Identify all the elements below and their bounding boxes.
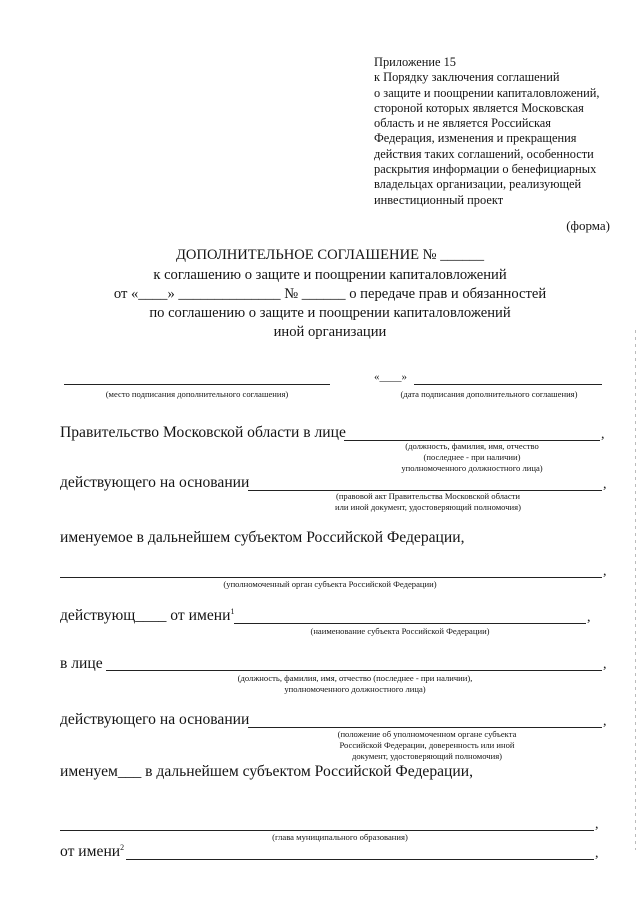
government-label: Правительство Московской области в лице [60, 424, 346, 441]
caption-line: (последнее - при наличии) [423, 452, 521, 462]
date-caption: (дата подписания дополнительного соглашения) [400, 389, 578, 399]
caption-line: Российской Федерации, доверенность или иной [339, 740, 515, 750]
caption-line: (должность, фамилия, имя, отчество (последнее - при наличии), [237, 673, 473, 683]
basis-field-line [248, 727, 602, 728]
named-subject-text: именуем___ в дальнейшем субъектом Российской Федерации, [60, 763, 473, 780]
basis-caption [308, 491, 548, 513]
acting-label [60, 607, 234, 625]
caption-line: уполномоченного должностного лица) [284, 684, 426, 694]
caption-line: (должность, фамилия, имя, отчество [405, 441, 539, 451]
on-behalf-label-text: от имени [60, 843, 121, 860]
caption-line: (правовой акт Правительства Московской области [335, 491, 521, 501]
appendix-line: инвестиционный проект [374, 192, 504, 207]
date-field-line [414, 384, 602, 385]
basis-label: действующего на основании [60, 474, 250, 491]
appendix-line: Приложение 15 [374, 55, 456, 69]
title-subline: по соглашению о защите и поощрении капиталовложений [149, 305, 511, 321]
field-comma: , [603, 714, 607, 729]
municipal-head-line [60, 830, 594, 831]
acting-label-text: действующ____ от имени [60, 607, 231, 624]
field-comma: , [601, 427, 605, 442]
form-label: (форма) [566, 218, 610, 233]
appendix-line: владельцах организации, реализующей [374, 177, 582, 192]
date-prefix: «____» [374, 371, 407, 383]
basis-caption [312, 729, 542, 762]
appendix-line: область и не является Российская [374, 116, 552, 131]
authorized-body-caption: (уполномоченный орган субъекта Российской Федерации) [223, 579, 437, 589]
person-field-line [106, 670, 602, 671]
person-label: в лице [60, 655, 103, 672]
field-comma: , [595, 817, 599, 832]
authorized-body-line [60, 577, 602, 578]
field-comma: , [595, 846, 599, 861]
title-subline: от «____» ______________ № ______ о передаче прав и обязанностей [113, 286, 547, 302]
caption-line: документ, удостоверяющий полномочия) [351, 751, 503, 761]
caption-line: уполномоченного должностного лица) [401, 463, 543, 473]
appendix-line: стороной которых является Московская [374, 100, 584, 115]
appendix-line: действия таких соглашений, особенности [374, 146, 594, 161]
caption-line: (положение об уполномоченном органе субъекта [337, 729, 517, 739]
on-behalf-label [60, 843, 124, 861]
place-caption: (место подписания дополнительного соглашения) [105, 389, 289, 399]
field-comma: , [603, 564, 607, 579]
caption-line: или иной документ, удостоверяющий полномочия) [335, 502, 521, 512]
title-subline: к соглашению о защите и поощрении капиталовложений [153, 267, 507, 283]
field-comma: , [603, 657, 607, 672]
appendix-line: раскрытия информации о бенефициарных [374, 162, 597, 177]
government-caption [372, 441, 572, 474]
field-comma: , [587, 610, 591, 625]
title-subline: иной организации [273, 324, 387, 340]
basis-label: действующего на основании [60, 711, 250, 728]
municipal-caption: (глава муниципального образования) [272, 832, 408, 842]
field-comma: , [603, 477, 607, 492]
appendix-line: Федерация, изменения и прекращения [374, 131, 577, 146]
person-caption [210, 673, 500, 695]
named-subject-text: именуемое в дальнейшем субъектом Российской Федерации, [60, 529, 465, 546]
footnote-mark: 1 [230, 606, 235, 616]
on-behalf-field-line [126, 859, 594, 860]
appendix-header [374, 55, 599, 208]
acting-field-line [234, 623, 586, 624]
place-field-line [64, 384, 330, 385]
appendix-line: о защите и поощрении капиталовложений, [374, 85, 600, 100]
document-title: ДОПОЛНИТЕЛЬНОЕ СОГЛАШЕНИЕ № ______ [175, 247, 485, 263]
scan-edge [635, 330, 636, 850]
footnote-mark: 2 [120, 842, 125, 852]
acting-caption: (наименование субъекта Российской Федерации) [310, 626, 490, 636]
appendix-line: к Порядку заключения соглашений [374, 70, 560, 85]
